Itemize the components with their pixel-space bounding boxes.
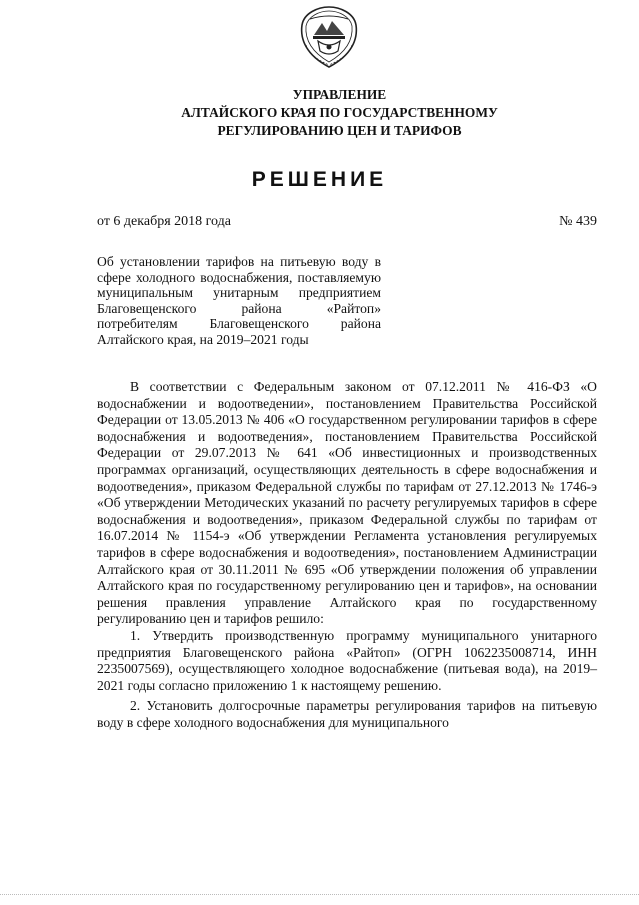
org-name-line-3: РЕГУЛИРОВАНИЮ ЦЕН И ТАРИФОВ — [217, 123, 462, 138]
document-type-title: РЕШЕНИЕ — [251, 168, 388, 191]
preamble-paragraph: В соответствии с Федеральным законом от 07.12.2011 № 416-ФЗ «О водоснабжении и водоотведении», постановлением Правительства Российской Федерации от 13.05.2013 № 406 «О государственном регулировании тарифов в сфере водоснабжения и водоотведения», постановлением Правительства Российской Федерации от 29.07.2013 № 641 «Об инвестиционных и производственных программах организаций, осуществляющих деятельность в сфере водоснабжения и водоотведения», приказом Федеральной службы по тарифам от 27.12.2013 № 1746-э «Об утверждении Методических указаний по расчету регулируемых тарифов в сфере водоснабжения и водоотведения», приказом Федеральной службы по тарифам от 16.07.2014 № 1154-э «Об утверждении Регламента установления регулируемых тарифов в сфере водоснабжения и водоотведения», постановлением Администрации Алтайского края от 30.11.2011 № 695 «Об утверждении положения об управлении Алтайского края по государственному регулированию цен и тарифов», на основании решения правления управление Алтайского края по государственному регулированию цен и тарифов решило: — [97, 379, 597, 627]
document-date: от 6 декабря 2018 года — [97, 214, 231, 229]
document-number: № 439 — [559, 214, 597, 229]
page-bottom-divider — [0, 894, 639, 895]
org-name-line-1: УПРАВЛЕНИЕ — [292, 87, 387, 102]
decision-item-2: 2. Установить долгосрочные параметры регулирования тарифов на питьевую воду в сфере холодного водоснабжения для муниципального — [97, 698, 597, 730]
org-name-line-2: АЛТАЙСКОГО КРАЯ ПО ГОСУДАРСТВЕННОМУ — [181, 105, 498, 120]
issuing-authority — [60, 86, 619, 140]
decision-item-1: 1. Утвердить производственную программу муниципального унитарного предприятия Благовещенского района «Райтоп» (ОГРН 1062235008714, ИНН 2235007569), осуществляющего холодное водоснабжение (питьевая вода), на 2019–2021 годы согласно приложению 1 к настоящему решению. — [97, 627, 597, 693]
document-body — [97, 379, 597, 731]
document-subject: Об установлении тарифов на питьевую воду в сфере холодного водоснабжения, поставляемую муниципальным унитарным предприятием Благовещенского района «Райтоп» потребителям Благовещенского района Алтайского края, на 2019–2021 годы — [97, 254, 381, 347]
coat-of-arms-icon — [296, 5, 362, 71]
